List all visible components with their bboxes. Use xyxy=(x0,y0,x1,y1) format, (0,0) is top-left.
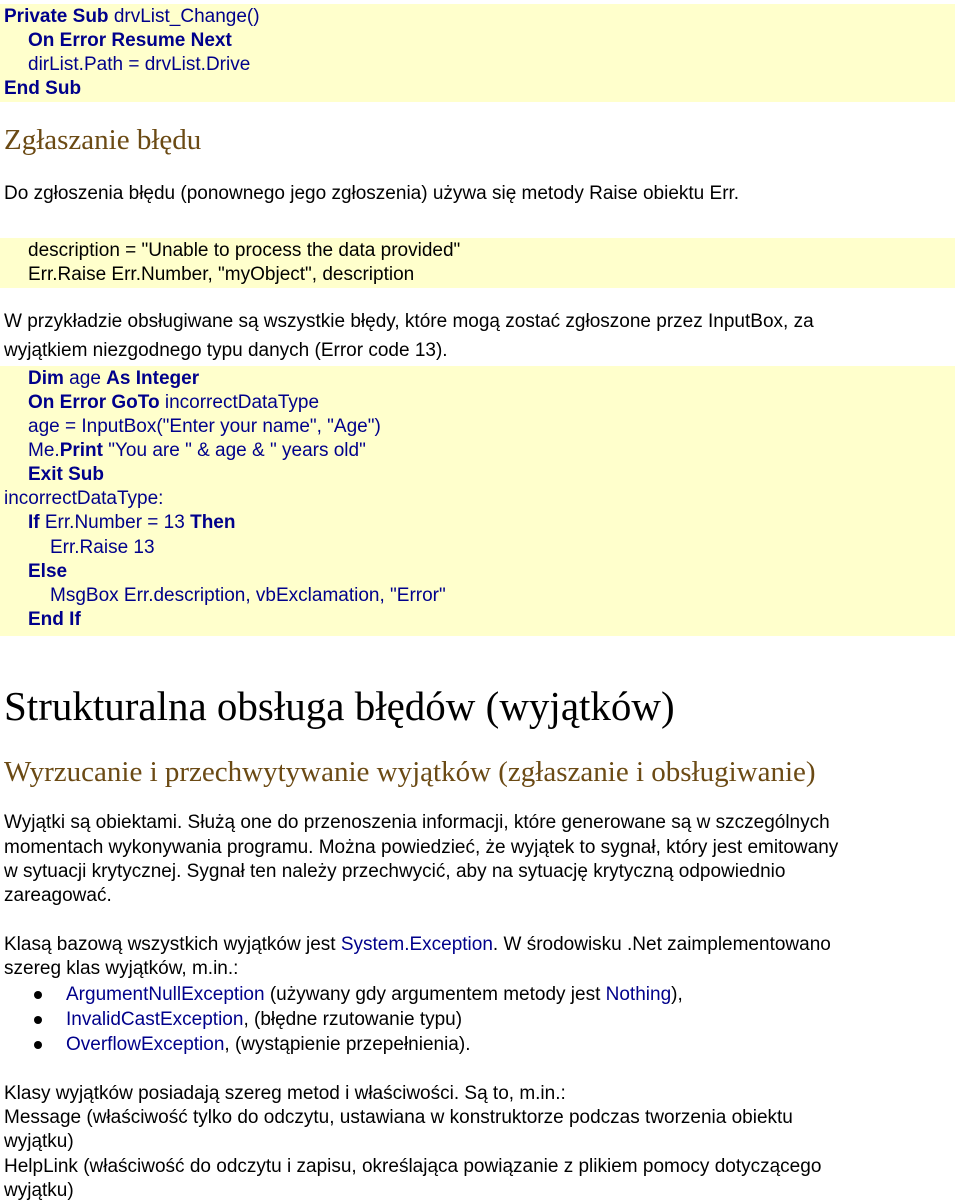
code-keyword: Then xyxy=(190,512,236,533)
code-text: Err.Number = 13 xyxy=(39,512,191,533)
code-text: incorrectDataType xyxy=(159,392,320,413)
bullet-dot-icon xyxy=(34,1041,42,1049)
paragraph-example-line: W przykładzie obsługiwane są wszystkie błędy, które mogą zostać zgłoszone przez InputBox, za xyxy=(4,311,814,332)
paragraph-line: wyjątku) xyxy=(4,1131,74,1152)
code-text: drvList_Change() xyxy=(108,6,260,27)
code-keyword: End Sub xyxy=(4,78,82,99)
code-text: Err.Raise 13 xyxy=(50,537,155,558)
list-item xyxy=(66,1008,462,1032)
section-subheading-throw-catch: Wyrzucanie i przechwytywanie wyjątków (zgłaszanie i obsługiwanie) xyxy=(4,756,816,788)
code-keyword: Private Sub xyxy=(4,6,109,27)
paragraph-line xyxy=(4,933,831,957)
code-line xyxy=(28,439,366,463)
code-keyword: End If xyxy=(28,609,81,630)
code-text: age = InputBox("Enter your name", "Age") xyxy=(28,416,381,437)
code-line xyxy=(28,53,250,77)
code-keyword: Dim xyxy=(28,368,64,389)
code-line xyxy=(50,584,446,608)
bullet-dot-icon xyxy=(34,991,42,999)
section-heading-raise: Zgłaszanie błędu xyxy=(4,124,202,156)
code-line xyxy=(28,367,199,391)
code-line xyxy=(4,5,260,29)
code-text: dirList.Path = drvList.Drive xyxy=(28,54,251,75)
section-heading-structured: Strukturalna obsługa błędów (wyjątków) xyxy=(4,683,675,729)
code-line xyxy=(28,29,232,53)
paragraph-line: zareagować. xyxy=(4,885,112,906)
code-line xyxy=(28,391,319,415)
code-keyword: Exit Sub xyxy=(28,464,105,485)
text-span: , (błędne rzutowanie typu) xyxy=(243,1009,463,1030)
text-span: ), xyxy=(671,984,683,1005)
code-line xyxy=(50,536,155,560)
code-line xyxy=(4,487,163,511)
code-keyword: If xyxy=(28,512,40,533)
code-block-inputbox xyxy=(0,366,955,636)
text-span: . W środowisku .Net zaimplementowano xyxy=(492,934,831,955)
paragraph-line: wyjątku) xyxy=(4,1180,74,1201)
code-keyword: Print xyxy=(59,440,103,461)
argumentnullexception-link[interactable]: ArgumentNullException xyxy=(66,984,265,1005)
code-line: Err.Raise Err.Number, "myObject", description xyxy=(28,264,415,285)
code-line: description = "Unable to process the data provided" xyxy=(28,240,461,261)
paragraph-line: Klasy wyjątków posiadają szereg metod i właściwości. Są to, m.in.: xyxy=(4,1083,566,1104)
code-text: incorrectDataType: xyxy=(4,488,164,509)
text-span: (używany gdy argumentem metody jest xyxy=(264,984,606,1005)
nothing-link[interactable]: Nothing xyxy=(605,984,672,1005)
code-line xyxy=(4,77,81,101)
list-item xyxy=(66,1033,470,1057)
paragraph-line: Message (właściwość tylko do odczytu, ustawiana w konstruktorze podczas tworzenia obiektu xyxy=(4,1107,793,1128)
paragraph-line: momentach wykonywania programu. Można powiedzieć, że wyjątek to sygnał, który jest emitowany xyxy=(4,837,839,858)
code-keyword: Else xyxy=(28,561,68,582)
paragraph-line: szereg klas wyjątków, m.in.: xyxy=(4,958,239,979)
paragraph-line: w sytuacji krytycznej. Sygnał ten należy przechwycić, aby na sytuację krytyczną odpowiednio xyxy=(4,861,786,882)
code-keyword: As Integer xyxy=(106,368,200,389)
paragraph-example-line: wyjątkiem niezgodnego typu danych (Error code 13). xyxy=(4,340,448,361)
text-span: , (wystąpienie przepełnienia). xyxy=(224,1034,471,1055)
code-text: Me. xyxy=(28,440,60,461)
code-line xyxy=(28,608,81,632)
code-text: age xyxy=(63,368,107,389)
code-line xyxy=(28,560,67,584)
list-item xyxy=(66,983,683,1007)
code-line xyxy=(28,511,235,535)
system-exception-link[interactable]: System.Exception xyxy=(340,934,493,955)
code-keyword: On Error Resume Next xyxy=(28,30,232,51)
invalidcastexception-link[interactable]: InvalidCastException xyxy=(66,1009,244,1030)
paragraph-raise-intro: Do zgłoszenia błędu (ponownego jego zgłoszenia) używa się metody Raise obiektu Err. xyxy=(4,183,740,204)
code-keyword: On Error GoTo xyxy=(28,392,160,413)
code-text: "You are " & age & " years old" xyxy=(102,440,366,461)
paragraph-line: HelpLink (właściwość do odczytu i zapisu, określająca powiązanie z plikiem pomocy dotyczącego xyxy=(4,1156,822,1177)
code-line xyxy=(28,415,381,439)
code-block-drvlist-change xyxy=(0,4,955,102)
code-block-raise xyxy=(0,238,955,288)
code-text: MsgBox Err.description, vbExclamation, "Error" xyxy=(50,585,446,606)
bullet-dot-icon xyxy=(34,1016,42,1024)
overflowexception-link[interactable]: OverflowException xyxy=(66,1034,225,1055)
code-line xyxy=(28,463,104,487)
paragraph-line: Wyjątki są obiektami. Służą one do przenoszenia informacji, które generowane są w szczególnych xyxy=(4,812,830,833)
text-span: Klasą bazową wszystkich wyjątków jest xyxy=(4,934,341,955)
